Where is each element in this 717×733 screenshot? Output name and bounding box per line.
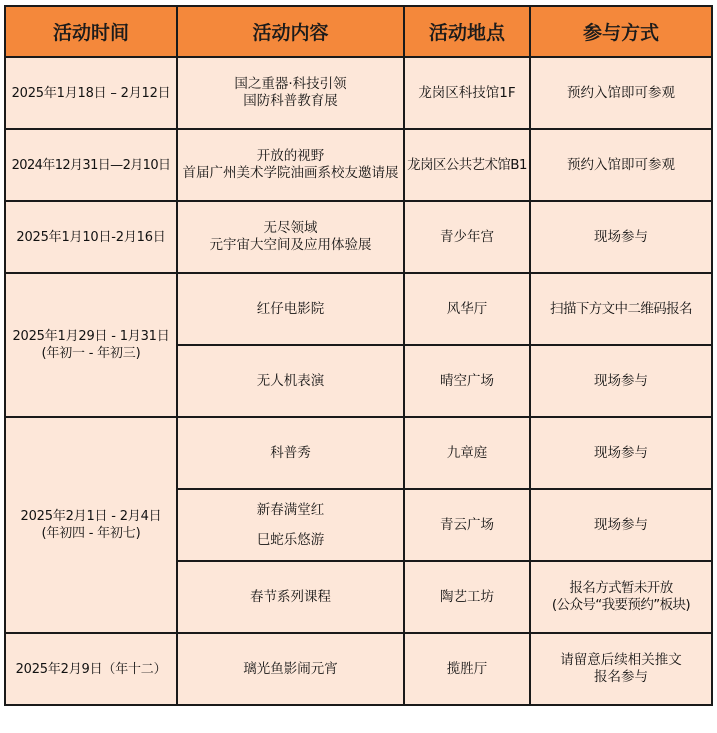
method-line: 预约入馆即可参观 <box>567 156 675 173</box>
content-cell <box>177 129 404 201</box>
method-cell <box>530 345 712 417</box>
place-line: 龙岗区公共艺术馆B1 <box>407 156 527 173</box>
header-method: 参与方式 <box>530 6 712 57</box>
method-line: 现场参与 <box>594 516 648 533</box>
events-table <box>4 5 713 706</box>
place-line: 九章庭 <box>446 444 488 461</box>
method-line: 报名参与 <box>594 669 648 685</box>
place-line: 陶艺工坊 <box>440 588 494 605</box>
time-cell <box>5 129 177 201</box>
method-line: 扫描下方文中二维码报名 <box>550 300 692 317</box>
place-cell <box>404 57 530 129</box>
method-line: 现场参与 <box>594 228 648 245</box>
content-line: 璃光鱼影闹元宵 <box>243 660 338 677</box>
place-cell <box>404 561 530 633</box>
time-line: 2025年2月1日 - 2月4日 <box>20 509 162 524</box>
header-content: 活动内容 <box>177 6 404 57</box>
time-line: (年初四 - 年初七) <box>41 526 141 541</box>
method-line: 现场参与 <box>594 372 648 389</box>
time-line: (年初一 - 年初三) <box>41 346 141 361</box>
place-line: 晴空广场 <box>440 372 494 389</box>
place-line: 龙岗区科技馆1F <box>418 84 516 101</box>
table-row <box>5 201 712 273</box>
content-cell <box>177 57 404 129</box>
content-line: 红仔电影院 <box>256 300 325 317</box>
place-cell <box>404 273 530 345</box>
place-cell <box>404 489 530 561</box>
content-line: 无尽领域 <box>263 220 318 236</box>
place-line: 青少年宫 <box>440 228 494 245</box>
content-cell <box>177 345 404 417</box>
time-cell <box>5 633 177 705</box>
method-cell <box>530 273 712 345</box>
place-cell <box>404 345 530 417</box>
time-cell <box>5 57 177 129</box>
method-line: (公众号“我要预约”板块) <box>551 597 691 613</box>
content-line: 国防科普教育展 <box>243 93 338 109</box>
content-line: 无人机表演 <box>256 372 325 389</box>
time-line: 2025年2月9日（年十二） <box>15 661 167 677</box>
table-row <box>5 273 712 345</box>
header-time: 活动时间 <box>5 6 177 57</box>
time-line: 2025年1月18日 – 2月12日 <box>11 85 171 101</box>
method-cell <box>530 129 712 201</box>
time-line: 2024年12月31日—2月10日 <box>11 157 171 173</box>
line-gap <box>180 519 401 532</box>
time-line: 2025年1月10日-2月16日 <box>16 229 166 245</box>
content-line: 国之重器·科技引领 <box>234 76 347 92</box>
method-cell <box>530 561 712 633</box>
time-cell <box>5 417 177 633</box>
method-line: 报名方式暂未开放 <box>569 580 673 596</box>
time-cell <box>5 201 177 273</box>
content-cell <box>177 633 404 705</box>
content-cell <box>177 201 404 273</box>
content-line: 科普秀 <box>270 444 311 461</box>
place-line: 揽胜厅 <box>446 660 488 677</box>
place-cell <box>404 201 530 273</box>
content-cell <box>177 273 404 345</box>
method-line: 请留意后续相关推文 <box>560 652 682 668</box>
content-cell <box>177 561 404 633</box>
content-line: 开放的视野 <box>256 148 325 164</box>
content-line: 首届广州美术学院油画系校友邀请展 <box>182 165 399 181</box>
content-line: 新春满堂红 <box>256 501 325 518</box>
method-line: 预约入馆即可参观 <box>567 84 675 101</box>
table-row <box>5 129 712 201</box>
table-row <box>5 417 712 489</box>
table-row <box>5 633 712 705</box>
time-line: 2025年1月29日 - 1月31日 <box>12 329 170 344</box>
place-line: 青云广场 <box>440 516 494 533</box>
method-line: 现场参与 <box>594 444 648 461</box>
content-line: 巳蛇乐悠游 <box>256 531 325 548</box>
method-cell <box>530 489 712 561</box>
content-line: 元宇宙大空间及应用体验展 <box>209 237 372 253</box>
time-cell <box>5 273 177 417</box>
place-cell <box>404 417 530 489</box>
method-cell <box>530 201 712 273</box>
header-place: 活动地点 <box>404 6 530 57</box>
place-line: 风华厅 <box>446 300 488 317</box>
method-cell <box>530 417 712 489</box>
header-row <box>5 6 712 57</box>
method-cell <box>530 633 712 705</box>
place-cell <box>404 633 530 705</box>
content-cell <box>177 417 404 489</box>
table-row <box>5 57 712 129</box>
place-cell <box>404 129 530 201</box>
method-cell <box>530 57 712 129</box>
content-cell <box>177 489 404 561</box>
content-line: 春节系列课程 <box>250 588 331 605</box>
